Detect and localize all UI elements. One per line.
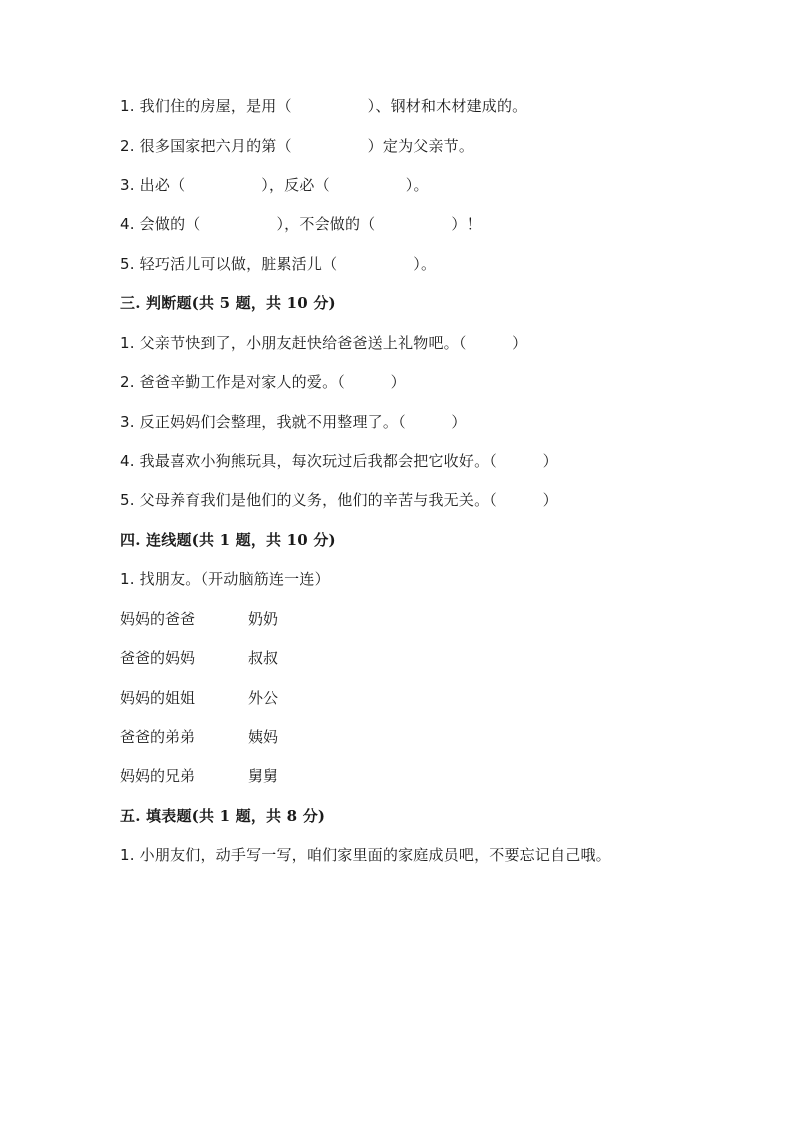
matching-left-item[interactable]: 妈妈的爸爸 [120,610,196,628]
section-heading-fill-table: 五. 填表题(共 1 题，共 8 分) [120,807,326,825]
fill-blank-item: 1. 我们住的房屋，是用（ ）、钢材和木材建成的。 [120,97,528,115]
matching-right-item[interactable]: 外公 [248,689,279,707]
true-false-item: 4. 我最喜欢小狗熊玩具，每次玩过后我都会把它收好。（ ） [120,452,558,470]
fill-table-question: 1. 小朋友们，动手写一写，咱们家里面的家庭成员吧，不要忘记自己哦。 [120,846,611,864]
true-false-item: 2. 爸爸辛勤工作是对家人的爱。（ ） [120,373,406,391]
matching-left-item[interactable]: 爸爸的弟弟 [120,728,196,746]
true-false-item: 1. 父亲节快到了，小朋友赶快给爸爸送上礼物吧。（ ） [120,334,528,352]
fill-blank-item: 2. 很多国家把六月的第（ ）定为父亲节。 [120,137,475,155]
fill-blank-item: 3. 出必（ ），反必（ ）。 [120,176,429,194]
fill-blank-item: 5. 轻巧活儿可以做，脏累活儿（ ）。 [120,255,437,273]
fill-blank-item: 4. 会做的（ ），不会做的（ ）！ [120,215,482,233]
matching-right-item[interactable]: 叔叔 [248,649,279,667]
true-false-item: 5. 父母养育我们是他们的义务，他们的辛苦与我无关。（ ） [120,491,558,509]
matching-question: 1. 找朋友。（开动脑筋连一连） [120,570,330,588]
matching-left-item[interactable]: 妈妈的兄弟 [120,767,196,785]
section-heading-true-false: 三. 判断题(共 5 题，共 10 分) [120,294,336,312]
true-false-item: 3. 反正妈妈们会整理，我就不用整理了。（ ） [120,413,467,431]
section-heading-matching: 四. 连线题(共 1 题，共 10 分) [120,531,336,549]
matching-right-item[interactable]: 姨妈 [248,728,279,746]
matching-left-item[interactable]: 妈妈的姐姐 [120,689,196,707]
matching-right-item[interactable]: 奶奶 [248,610,279,628]
matching-right-item[interactable]: 舅舅 [248,767,279,785]
matching-left-item[interactable]: 爸爸的妈妈 [120,649,196,667]
